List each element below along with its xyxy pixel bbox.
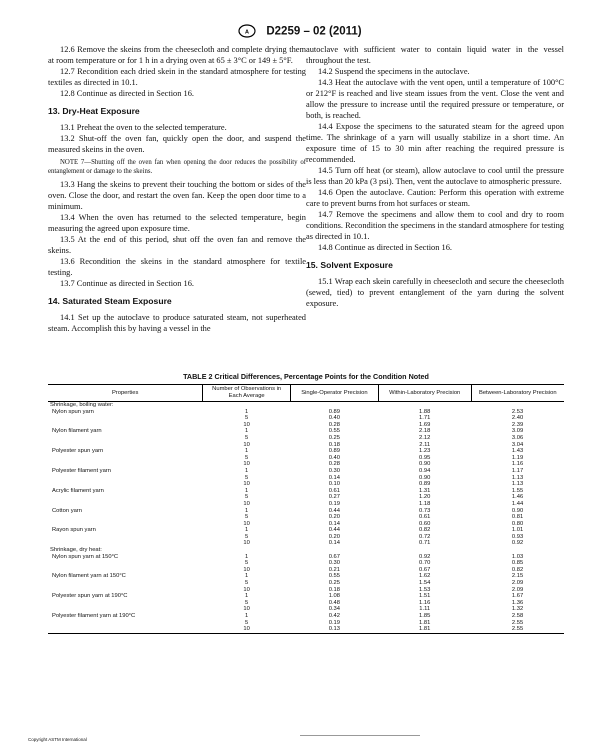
table-cell-value: 0.95 (419, 454, 431, 461)
table-cell-value: 0.42 (328, 613, 341, 619)
table-cell-value: 0.48 (328, 599, 341, 606)
table-row (48, 455, 564, 462)
table-cell-value: 10 (243, 500, 250, 507)
table-cell-value: 1 (245, 428, 249, 435)
para-13-4: 13.4 When the oven has returned to the selected temperature, begin measuring the agreed upon exposure time. (48, 213, 306, 233)
heading-dry-heat-exposure: 13. Dry-Heat Exposure (48, 106, 140, 116)
col-header-observations: Number of Observations in Each Average (203, 385, 291, 402)
table-row (48, 534, 564, 541)
table-cell-value: 0.93 (511, 533, 524, 540)
table-cell-value: 1.17 (511, 467, 524, 474)
table-cell-value: 1.85 (419, 613, 431, 619)
table-cell-value: 0.55 (328, 573, 341, 580)
table-cell-value (471, 402, 564, 409)
table-cell-value: 0.89 (328, 448, 341, 455)
table-cell-property (48, 521, 203, 528)
table-cell-value: 0.90 (511, 507, 524, 514)
table-cell-value: 2.12 (419, 434, 431, 441)
critical-differences-table (48, 384, 564, 634)
col-header-between-lab: Between-Laboratory Precision (471, 385, 564, 402)
table-cell-value: 0.40 (328, 454, 341, 461)
table-row (48, 514, 564, 521)
table-cell-property (48, 600, 203, 607)
table-cell-value: 0.82 (511, 566, 524, 573)
table-cell-value: 1.62 (419, 573, 431, 580)
table-cell-value: 1 (245, 487, 249, 494)
table-cell-property: Nylon filament yarn at 150°C (52, 573, 126, 580)
table-cell-value: 0.25 (328, 580, 341, 587)
table-row (48, 606, 564, 613)
table-cell-value: 1.55 (511, 487, 524, 494)
table-cell-value: 0.14 (328, 520, 341, 527)
table-cell-value: 10 (243, 441, 250, 448)
table-cell-value: 0.67 (419, 566, 431, 573)
table-cell-property (48, 534, 203, 541)
table-cell-value: 0.60 (419, 520, 431, 527)
table-row (48, 600, 564, 607)
table-cell-value: 0.90 (419, 474, 431, 481)
para-14-6: 14.6 Open the autoclave. Caution: Perform this operation with extreme care to prevent burns from hot surfaces or steam. (306, 188, 564, 208)
table-cell-value: 1.18 (419, 500, 431, 507)
table-title: TABLE 2 Critical Differences, Percentage Points for the Condition Noted (183, 372, 429, 381)
table-cell-value: 0.72 (419, 533, 431, 540)
para-14-3: 14.3 Heat the autoclave with the vent open, until a temperature of 100°C or 212°F is reached and live steam issues from the vent. Close the vent and allow the pressure to increase until the required pressure or temperature, or both, is reached. (306, 78, 564, 120)
table-row (48, 521, 564, 528)
table-row (48, 620, 564, 627)
table-row (48, 593, 564, 600)
table-row (48, 442, 564, 449)
table-cell-value: 2.53 (511, 408, 524, 415)
heading-saturated-steam-exposure: 14. Saturated Steam Exposure (48, 296, 172, 306)
table-cell-value (203, 547, 291, 554)
table-cell-value: 1.23 (419, 448, 431, 455)
para-14-4: 14.4 Expose the specimens to the saturated steam for the agreed upon time. The shrinkage of a yarn will usually stabilize in a short time. An exposure time of 15 to 30 min after reaching the required pressure is recommended. (306, 122, 564, 164)
table-cell-property (48, 567, 203, 574)
table-cell-value: 10 (243, 606, 250, 613)
table-row (48, 508, 564, 515)
table-cell-value: 3.06 (511, 434, 524, 441)
table-cell-value (378, 402, 471, 409)
standard-designation: D2259 – 02 (2011) (266, 25, 362, 38)
table-cell-value: 0.80 (511, 520, 524, 527)
table-cell-value: 0.44 (328, 527, 341, 534)
table-cell-property (48, 461, 203, 468)
table-cell-value: 10 (243, 566, 250, 573)
table-cell-value: 0.55 (328, 428, 341, 435)
col-header-single-operator: Single-Operator Precision (291, 385, 379, 402)
table-cell-value: 0.90 (419, 461, 431, 468)
table-cell-value: 2.55 (471, 626, 564, 633)
table-cell-value (291, 402, 379, 409)
table-cell-property: Polyester filament yarn at 190°C (52, 613, 136, 619)
table-cell-value (378, 547, 471, 554)
para-14-5: 14.5 Turn off heat (or steam), allow autoclave to cool until the pressure is less than 20 kPa (3 psi). Then, vent the autoclave to atmospheric pressure. (306, 166, 564, 186)
table-cell-property (48, 540, 203, 547)
table-cell-value: 0.21 (328, 566, 341, 573)
table-cell-value: 1.03 (511, 553, 524, 560)
table-cell-value: 1.44 (511, 500, 524, 507)
table-cell-value: 0.28 (328, 421, 341, 428)
table-cell-value: 2.09 (511, 580, 524, 587)
table-cell-value: 1 (245, 613, 249, 619)
table-cell-value: 10 (243, 586, 250, 593)
table-cell-value: 1 (245, 593, 249, 600)
table-cell-property (48, 435, 203, 442)
table-row (48, 402, 564, 409)
para-14-8: 14.8 Continue as directed in Section 16. (318, 243, 452, 252)
table-cell-value: 10 (243, 421, 250, 428)
table-cell-value: 1.13 (511, 481, 524, 488)
table-cell-value: 1.67 (511, 593, 524, 600)
table-cell-value: 0.19 (328, 500, 341, 507)
table-cell-value: 0.14 (328, 540, 341, 547)
table-cell-value: 0.94 (419, 467, 431, 474)
table-cell-value: 1.16 (511, 461, 524, 468)
table-cell-value: 0.30 (328, 560, 341, 567)
astm-logo-icon (238, 24, 256, 38)
table-row (48, 415, 564, 422)
left-paras-a (48, 44, 306, 99)
table-cell-value: 10 (203, 626, 291, 633)
table-cell-value: 1 (245, 553, 249, 560)
table-cell-value: 2.15 (511, 573, 524, 580)
table-cell-value: 10 (243, 540, 250, 547)
table-cell-property (48, 580, 203, 587)
table-cell-value: 0.92 (419, 553, 431, 560)
table-cell-value: 5 (245, 454, 249, 461)
table-cell-value: 0.14 (328, 474, 341, 481)
table-cell-value: 5 (245, 494, 249, 501)
table-cell-value: 5 (245, 474, 249, 481)
table-cell-property: Polyester filament yarn (52, 467, 111, 474)
table-cell-property (48, 606, 203, 613)
table-row (48, 626, 564, 633)
table-cell-property: Shrinkage, boiling water: (50, 402, 114, 408)
table-cell-value: 5 (245, 580, 249, 587)
para-14-1: 14.1 Set up the autoclave to produce saturated steam, not superheated steam. Accomplish this by having a vessel in the (48, 313, 306, 333)
table-cell-property: Nylon spun yarn at 150°C (52, 553, 119, 560)
table-cell-value: 1.71 (419, 415, 431, 422)
table-cell-property (48, 442, 203, 449)
table-cell-value: 1.16 (419, 599, 431, 606)
table-cell-value (203, 402, 291, 409)
table-cell-property (48, 626, 203, 633)
table-cell-value: 5 (245, 533, 249, 540)
table-row (48, 587, 564, 594)
table-cell-value: 1.08 (328, 593, 341, 600)
table-cell-value: 1.31 (419, 487, 431, 494)
table-row (48, 567, 564, 574)
table-cell-value: 0.34 (328, 606, 341, 613)
left-column (48, 44, 306, 334)
table-row (48, 501, 564, 508)
table-cell-value: 2.39 (511, 421, 524, 428)
right-column (306, 44, 564, 309)
heading-solvent-exposure: 15. Solvent Exposure (306, 260, 393, 270)
table-cell-value: 0.44 (328, 507, 341, 514)
table-cell-value: 0.61 (419, 514, 431, 521)
para-15-1: 15.1 Wrap each skein carefully in cheesecloth and secure the cheesecloth (sewed, tied) to prevent entanglement of the yarn during the solvent exposure. (306, 277, 564, 308)
table-cell-property: Polyester spun yarn (52, 448, 104, 455)
para-13-6: 13.6 Recondition the skeins in the standard atmosphere for textile testing. (48, 257, 306, 277)
table-cell-value: 1 (245, 507, 249, 514)
para-12-7: 12.7 Recondition each dried skein in the standard atmosphere for testing textiles as directed in 10.1. (48, 67, 306, 87)
table-cell-value: 1.88 (419, 408, 431, 415)
table-cell-property (48, 560, 203, 567)
table-row (48, 488, 564, 495)
table-cell-value: 0.82 (419, 527, 431, 534)
table-cell-value: 5 (245, 560, 249, 567)
table-cell-value: 5 (245, 434, 249, 441)
table-cell-value: 1.13 (511, 474, 524, 481)
table-cell-property: Polyester spun yarn at 190°C (52, 593, 128, 600)
table-row (48, 428, 564, 435)
table-cell-value: 1.81 (378, 626, 471, 633)
table-header-row (48, 385, 564, 402)
table-row (48, 481, 564, 488)
table-cell-property (48, 415, 203, 422)
table-cell-value: 3.04 (511, 441, 524, 448)
table-cell-value: 0.89 (419, 481, 431, 488)
table-cell-value: 10 (243, 520, 250, 527)
table-row (48, 409, 564, 416)
table-cell-value: 1 (245, 467, 249, 474)
col-header-within-lab: Within-Laboratory Precision (378, 385, 471, 402)
svg-text:A: A (245, 29, 250, 36)
table-cell-value: 0.18 (328, 586, 341, 593)
table-cell-property (48, 475, 203, 482)
table-cell-property (48, 514, 203, 521)
table-cell-value: 0.70 (419, 560, 431, 567)
table-cell-property: Rayon spun yarn (52, 527, 96, 534)
table-cell-value: 0.10 (328, 481, 341, 488)
table-cell-value (471, 547, 564, 554)
table-cell-property (48, 481, 203, 488)
para-13-5: 13.5 At the end of this period, shut off the oven fan and remove the skeins. (48, 235, 306, 255)
page-header (0, 22, 600, 40)
table-row (48, 540, 564, 547)
para-13-3: 13.3 Hang the skeins to prevent their touching the bottom or sides of the oven. Close the door, and restart the oven fan. Keep the open door time to a minimum. (48, 180, 306, 211)
table-cell-value: 0.28 (328, 461, 341, 468)
table-row (48, 613, 564, 620)
table-cell-value: 0.18 (328, 441, 341, 448)
table-cell-property (48, 494, 203, 501)
table-cell-value: 10 (243, 461, 250, 468)
table-cell-value: 1 (245, 408, 249, 415)
table-cell-value: 1.36 (511, 599, 524, 606)
table-cell-value: 0.27 (328, 494, 341, 501)
table-cell-value: 1 (245, 448, 249, 455)
table-cell-value: 1.69 (419, 421, 431, 428)
table-cell-value: 1.53 (419, 586, 431, 593)
copyright-footer: Copyright ASTM International (28, 737, 87, 742)
table-cell-value: 2.18 (419, 428, 431, 435)
table-cell-value: 0.25 (328, 434, 341, 441)
table-cell-property (48, 455, 203, 462)
table-cell-value: 0.67 (328, 553, 341, 560)
table-cell-value: 0.13 (291, 626, 379, 633)
table-cell-value: 2.40 (511, 415, 524, 422)
para-14-1-cont: autoclave with sufficient water to contain liquid water in the vessel throughout the test. (306, 45, 564, 65)
table-cell-value: 0.61 (328, 487, 341, 494)
table-cell-value: 2.09 (511, 586, 524, 593)
table-body (48, 402, 564, 634)
para-14-7: 14.7 Remove the specimens and allow them to cool and dry to room conditions. Recondition the specimens in the standard atmosphere for testing as directed in 10.1. (306, 210, 564, 241)
table-cell-value: 0.30 (328, 467, 341, 474)
table-cell-value (291, 547, 379, 554)
table-cell-value: 2.55 (511, 619, 524, 626)
table-cell-value: 0.85 (511, 560, 524, 567)
table-row (48, 554, 564, 561)
table-cell-property: Cotton yarn (52, 507, 82, 514)
table-cell-value: 10 (243, 481, 250, 488)
table-cell-value: 0.92 (511, 540, 524, 547)
table-cell-value: 2.58 (511, 613, 524, 619)
table-cell-property (48, 587, 203, 594)
table-cell-property (48, 620, 203, 627)
table-cell-value: 1 (245, 527, 249, 534)
table-cell-value: 1.46 (511, 494, 524, 501)
table-cell-value: 1.19 (511, 454, 524, 461)
table-cell-property: Acrylic filament yarn (52, 487, 104, 494)
table-row (48, 422, 564, 429)
table-cell-value: 0.71 (419, 540, 431, 547)
para-13-7: 13.7 Continue as directed in Section 16. (60, 279, 194, 288)
table-row (48, 560, 564, 567)
table-row (48, 461, 564, 468)
table-cell-property: Nylon spun yarn (52, 408, 94, 415)
table-row (48, 475, 564, 482)
table-cell-property: Shrinkage, dry heat: (50, 547, 102, 554)
table-cell-value: 3.09 (511, 428, 524, 435)
table-cell-value: 0.20 (328, 514, 341, 521)
table-cell-value: 1.81 (419, 619, 431, 626)
table-cell-value: 1.51 (419, 593, 431, 600)
table-cell-value: 0.19 (328, 619, 341, 626)
table-cell-value: 5 (245, 514, 249, 521)
table-cell-value: 5 (245, 415, 249, 422)
table-row (48, 527, 564, 534)
table-cell-value: 1.11 (419, 606, 431, 613)
para-12-8: 12.8 Continue as directed in Section 16. (60, 89, 194, 98)
para-14-2: 14.2 Suspend the specimens in the autoclave. (318, 67, 470, 76)
table-cell-value: 5 (245, 599, 249, 606)
note-7: NOTE 7—Shutting off the oven fan when opening the door reduces the possibility of entanglement or damage to the skeins. (48, 159, 306, 175)
table-cell-value: 0.81 (511, 514, 524, 521)
table-cell-value: 5 (245, 619, 249, 626)
para-13-1: 13.1 Preheat the oven to the selected temperature. (60, 123, 227, 132)
table-cell-value: 0.20 (328, 533, 341, 540)
table-row (48, 494, 564, 501)
col-header-properties: Properties (48, 385, 203, 402)
table-row (48, 435, 564, 442)
table-cell-property: Nylon filament yarn (52, 428, 102, 435)
table-cell-value: 1.32 (511, 606, 524, 613)
table-cell-property (48, 501, 203, 508)
table-cell-value: 1.43 (511, 448, 524, 455)
table-cell-value: 0.40 (328, 415, 341, 422)
table-row (48, 580, 564, 587)
footer-rule (300, 735, 420, 736)
table-cell-property (48, 422, 203, 429)
table-row (48, 448, 564, 455)
table-cell-value: 1.20 (419, 494, 431, 501)
table-cell-value: 1.54 (419, 580, 431, 587)
table-row (48, 573, 564, 580)
table-cell-value: 0.73 (419, 507, 431, 514)
table-row (48, 547, 564, 554)
table-2 (48, 372, 564, 634)
table-cell-value: 0.89 (328, 408, 341, 415)
para-12-6: 12.6 Remove the skeins from the cheesecloth and complete drying them at room temperature or for 1 h in a drying oven at 65 ± 3°C or 149 ± 5°F. (48, 45, 306, 65)
table-cell-value: 1 (245, 573, 249, 580)
table-row (48, 468, 564, 475)
table-cell-value: 1.01 (511, 527, 524, 534)
table-cell-value: 2.11 (419, 441, 431, 448)
para-13-2: 13.2 Shut-off the oven fan, quickly open the door, and suspend the measured skeins in the oven. (48, 134, 306, 154)
